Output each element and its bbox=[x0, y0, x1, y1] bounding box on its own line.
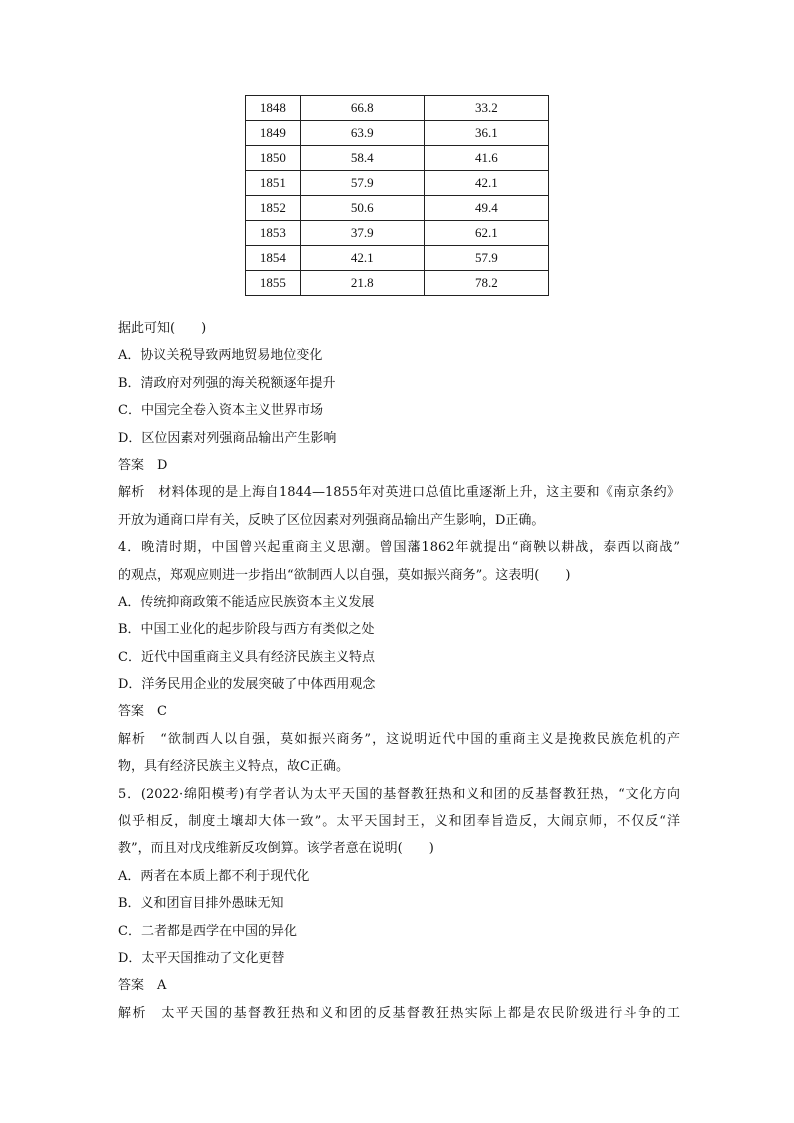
answer-line: 答案 D bbox=[118, 457, 168, 473]
question-stem: 似乎相反，制度土壤却大体一致”。太平天国封王，义和团奉旨造反，大闹京师，不仅反“洋 bbox=[118, 814, 680, 830]
question-body bbox=[118, 315, 680, 1027]
value-cell: 33.2 bbox=[424, 96, 548, 121]
table-row bbox=[246, 171, 549, 196]
analysis-line: 开放为通商口岸有关，反映了区位因素对列强商品输出产生影响，D正确。 bbox=[118, 512, 545, 528]
value-cell: 50.6 bbox=[300, 196, 424, 221]
value-cell: 49.4 bbox=[424, 196, 548, 221]
question-stem: 5．(2022·绵阳模考)有学者认为太平天国的基督教狂热和义和团的反基督教狂热，“文化方向 bbox=[118, 786, 680, 802]
value-cell: 57.9 bbox=[424, 246, 548, 271]
option-b: B．清政府对列强的海关税额逐年提升 bbox=[118, 375, 336, 391]
value-cell: 66.8 bbox=[300, 96, 424, 121]
answer-line: 答案 A bbox=[118, 978, 167, 994]
value-cell: 63.9 bbox=[300, 121, 424, 146]
analysis-line: 物，具有经济民族主义特点，故C正确。 bbox=[118, 759, 349, 775]
option-a: A．协议关税导致两地贸易地位变化 bbox=[118, 348, 323, 364]
option-c: C．中国完全卷入资本主义世界市场 bbox=[118, 403, 323, 419]
option-c: C．二者都是西学在中国的异化 bbox=[118, 923, 297, 939]
year-cell: 1852 bbox=[246, 196, 301, 221]
table-row bbox=[246, 146, 549, 171]
value-cell: 58.4 bbox=[300, 146, 424, 171]
question-stem: 的观点，郑观应则进一步指出“欲制西人以自强，莫如振兴商务”。这表明( ) bbox=[118, 567, 571, 583]
option-c: C．近代中国重商主义具有经济民族主义特点 bbox=[118, 649, 375, 665]
year-cell: 1851 bbox=[246, 171, 301, 196]
value-cell: 78.2 bbox=[424, 271, 548, 296]
year-cell: 1850 bbox=[246, 146, 301, 171]
value-cell: 62.1 bbox=[424, 221, 548, 246]
year-cell: 1853 bbox=[246, 221, 301, 246]
option-d: D．太平天国推动了文化更替 bbox=[118, 950, 285, 966]
trade-share-table bbox=[245, 95, 549, 296]
table-row bbox=[246, 221, 549, 246]
option-a: A．两者在本质上都不利于现代化 bbox=[118, 868, 310, 884]
analysis-line: 解析 “欲制西人以自强，莫如振兴商务”，这说明近代中国的重商主义是挽救民族危机的产 bbox=[118, 731, 680, 747]
analysis-line: 解析 太平天国的基督教狂热和义和团的反基督教狂热实际上都是农民阶级进行斗争的工 bbox=[118, 1005, 680, 1021]
year-cell: 1854 bbox=[246, 246, 301, 271]
value-cell: 21.8 bbox=[300, 271, 424, 296]
question-stem: 据此可知( ) bbox=[118, 321, 207, 336]
value-cell: 41.6 bbox=[424, 146, 548, 171]
year-cell: 1848 bbox=[246, 96, 301, 121]
option-b: B．义和团盲目排外愚昧无知 bbox=[118, 896, 284, 912]
analysis-line: 解析 材料体现的是上海自1844—1855年对英进口总值比重逐渐上升，这主要和《南京条约》 bbox=[118, 485, 680, 501]
option-a: A．传统抑商政策不能适应民族资本主义发展 bbox=[118, 594, 375, 610]
value-cell: 42.1 bbox=[424, 171, 548, 196]
option-d: D．区位因素对列强商品输出产生影响 bbox=[118, 430, 337, 446]
table-row bbox=[246, 246, 549, 271]
question-stem: 4．晚清时期，中国曾兴起重商主义思潮。曾国藩1862年就提出“商鞅以耕战，泰西以商战” bbox=[118, 540, 680, 556]
value-cell: 37.9 bbox=[300, 221, 424, 246]
table-row bbox=[246, 96, 549, 121]
question-stem: 教”，而且对戊戌维新反攻倒算。该学者意在说明( ) bbox=[118, 841, 434, 857]
value-cell: 36.1 bbox=[424, 121, 548, 146]
table-row bbox=[246, 196, 549, 221]
value-cell: 57.9 bbox=[300, 171, 424, 196]
option-d: D．洋务民用企业的发展突破了中体西用观念 bbox=[118, 677, 376, 693]
value-cell: 42.1 bbox=[300, 246, 424, 271]
answer-line: 答案 C bbox=[118, 704, 167, 720]
year-cell: 1855 bbox=[246, 271, 301, 296]
table-row bbox=[246, 271, 549, 296]
table-row bbox=[246, 121, 549, 146]
year-cell: 1849 bbox=[246, 121, 301, 146]
option-b: B．中国工业化的起步阶段与西方有类似之处 bbox=[118, 622, 375, 638]
